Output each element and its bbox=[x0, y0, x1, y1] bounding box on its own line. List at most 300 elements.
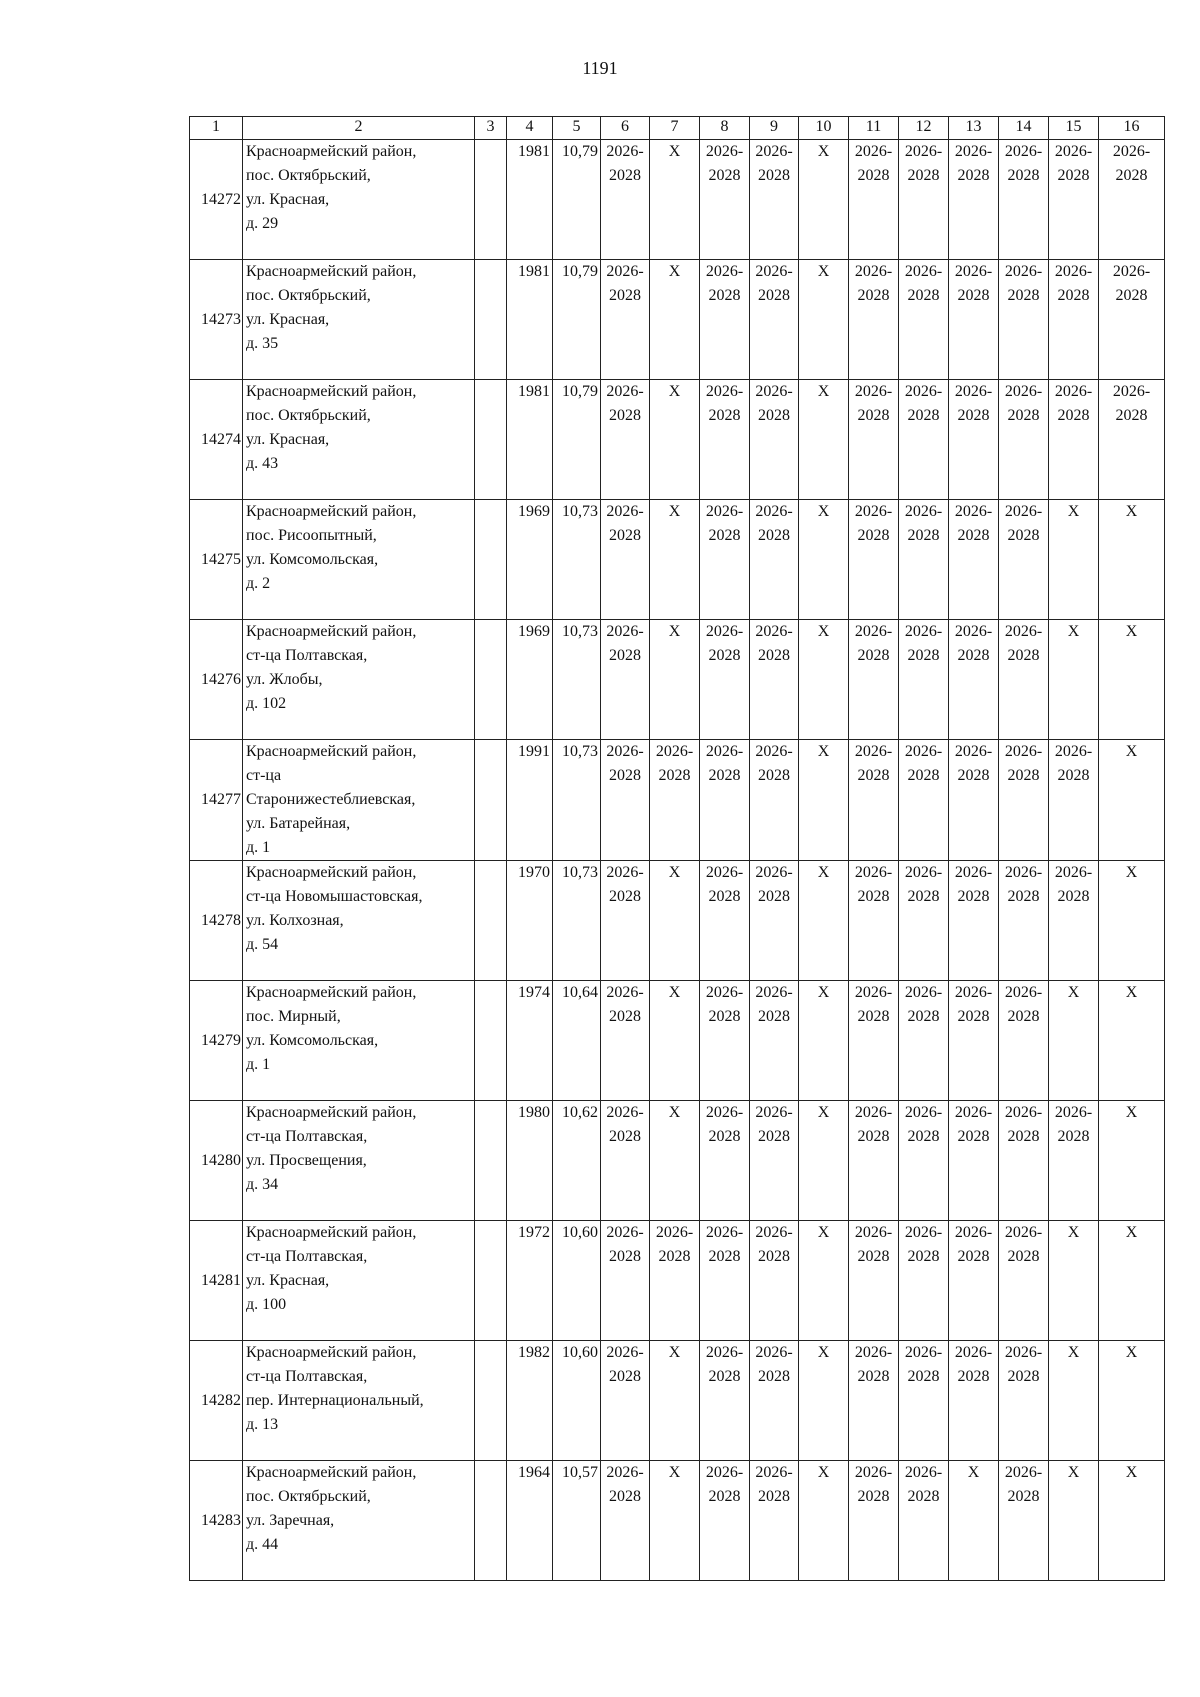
period-end: 2028 bbox=[1007, 167, 1040, 184]
row-number: 14273 bbox=[190, 260, 243, 380]
x-mark-cell: X bbox=[799, 981, 849, 1101]
period-start: 2026- bbox=[854, 383, 893, 400]
period-cell bbox=[601, 500, 650, 620]
period-cell bbox=[849, 380, 899, 500]
period-end: 2028 bbox=[957, 1128, 990, 1145]
period-end: 2028 bbox=[708, 1008, 741, 1025]
period-start: 2026- bbox=[1054, 143, 1093, 160]
period-end: 2028 bbox=[857, 647, 890, 664]
period-start: 2026- bbox=[705, 743, 744, 760]
period-cell bbox=[899, 1461, 949, 1581]
period-end: 2028 bbox=[1057, 407, 1090, 424]
period-end: 2028 bbox=[857, 1008, 890, 1025]
col3-cell bbox=[475, 380, 507, 500]
x-mark-cell: X bbox=[1099, 1101, 1165, 1221]
period-cell bbox=[700, 740, 750, 861]
period-cell bbox=[700, 140, 750, 260]
period-end: 2028 bbox=[907, 767, 940, 784]
period-start: 2026- bbox=[705, 623, 744, 640]
period-start: 2026- bbox=[755, 743, 793, 760]
address-cell bbox=[243, 1221, 475, 1341]
period-cell bbox=[999, 861, 1049, 981]
period-start: 2026- bbox=[904, 1464, 943, 1481]
x-mark-cell: X bbox=[650, 140, 700, 260]
x-mark-cell: X bbox=[650, 1341, 700, 1461]
table-row bbox=[190, 1461, 1165, 1581]
period-cell bbox=[849, 1221, 899, 1341]
period-end: 2028 bbox=[708, 527, 741, 544]
address-line: Красноармейский район, bbox=[246, 1224, 417, 1241]
table-row bbox=[190, 861, 1165, 981]
period-cell bbox=[899, 140, 949, 260]
period-end: 2028 bbox=[857, 767, 890, 784]
period-start: 2026- bbox=[854, 263, 893, 280]
value-cell: 10,79 bbox=[553, 140, 601, 260]
period-cell bbox=[849, 1461, 899, 1581]
year-cell: 1970 bbox=[507, 861, 553, 981]
period-end: 2028 bbox=[957, 407, 990, 424]
table-row bbox=[190, 260, 1165, 380]
period-end: 2028 bbox=[1007, 1128, 1040, 1145]
period-end: 2028 bbox=[758, 527, 790, 544]
period-cell bbox=[899, 981, 949, 1101]
period-end: 2028 bbox=[857, 527, 890, 544]
x-mark-cell: X bbox=[799, 500, 849, 620]
period-end: 2028 bbox=[708, 167, 741, 184]
value-cell: 10,64 bbox=[553, 981, 601, 1101]
period-cell bbox=[750, 620, 799, 740]
period-cell bbox=[899, 1101, 949, 1221]
col3-cell bbox=[475, 740, 507, 861]
period-start: 2026- bbox=[1054, 864, 1093, 881]
period-end: 2028 bbox=[1007, 647, 1040, 664]
table-row bbox=[190, 620, 1165, 740]
period-start: 2026- bbox=[755, 143, 793, 160]
period-end: 2028 bbox=[1057, 767, 1090, 784]
col3-cell bbox=[475, 981, 507, 1101]
period-start: 2026- bbox=[606, 383, 644, 400]
period-cell bbox=[700, 981, 750, 1101]
value-cell: 10,62 bbox=[553, 1101, 601, 1221]
period-end: 2028 bbox=[907, 888, 940, 905]
row-number: 14281 bbox=[190, 1221, 243, 1341]
address-cell bbox=[243, 620, 475, 740]
year-cell: 1982 bbox=[507, 1341, 553, 1461]
period-cell bbox=[899, 740, 949, 861]
period-start: 2026- bbox=[1004, 383, 1043, 400]
period-cell bbox=[999, 981, 1049, 1101]
period-cell bbox=[1099, 260, 1165, 380]
x-mark-cell: X bbox=[1099, 1221, 1165, 1341]
x-mark-cell: X bbox=[799, 140, 849, 260]
column-header: 11 bbox=[849, 117, 899, 140]
col3-cell bbox=[475, 861, 507, 981]
address-line: д. 2 bbox=[246, 575, 271, 592]
period-start: 2026- bbox=[1004, 864, 1043, 881]
period-end: 2028 bbox=[907, 647, 940, 664]
column-header: 16 bbox=[1099, 117, 1165, 140]
column-header: 5 bbox=[553, 117, 601, 140]
x-mark-cell: X bbox=[1099, 1461, 1165, 1581]
period-cell bbox=[700, 1101, 750, 1221]
period-end: 2028 bbox=[609, 527, 641, 544]
period-cell bbox=[949, 380, 999, 500]
period-start: 2026- bbox=[854, 143, 893, 160]
x-mark-cell: X bbox=[1099, 981, 1165, 1101]
page-number: 1191 bbox=[582, 58, 618, 78]
period-end: 2028 bbox=[609, 888, 641, 905]
period-cell bbox=[750, 1341, 799, 1461]
address-line: ст-ца bbox=[246, 767, 282, 784]
period-end: 2028 bbox=[708, 1248, 741, 1265]
period-start: 2026- bbox=[705, 1344, 744, 1361]
period-end: 2028 bbox=[957, 888, 990, 905]
value-cell: 10,79 bbox=[553, 380, 601, 500]
period-end: 2028 bbox=[857, 1248, 890, 1265]
period-end: 2028 bbox=[609, 1248, 641, 1265]
address-cell bbox=[243, 380, 475, 500]
address-line: Красноармейский район, bbox=[246, 623, 417, 640]
address-line: ул. Батарейная, bbox=[246, 815, 351, 832]
period-cell bbox=[750, 1221, 799, 1341]
address-line: д. 43 bbox=[246, 455, 279, 472]
table-row bbox=[190, 1101, 1165, 1221]
period-start: 2026- bbox=[1054, 263, 1093, 280]
period-start: 2026- bbox=[854, 503, 893, 520]
period-start: 2026- bbox=[954, 1224, 993, 1241]
address-line: д. 13 bbox=[246, 1416, 279, 1433]
period-end: 2028 bbox=[1057, 888, 1090, 905]
period-start: 2026- bbox=[1004, 623, 1043, 640]
table-row bbox=[190, 1341, 1165, 1461]
period-cell bbox=[601, 380, 650, 500]
year-cell: 1981 bbox=[507, 260, 553, 380]
period-start: 2026- bbox=[954, 383, 993, 400]
value-cell: 10,73 bbox=[553, 740, 601, 861]
period-cell bbox=[949, 861, 999, 981]
column-header: 2 bbox=[243, 117, 475, 140]
address-line: Красноармейский район, bbox=[246, 1344, 417, 1361]
period-end: 2028 bbox=[1007, 407, 1040, 424]
table-row bbox=[190, 1221, 1165, 1341]
x-mark-cell: X bbox=[1099, 1341, 1165, 1461]
period-start: 2026- bbox=[705, 1224, 744, 1241]
period-cell bbox=[899, 380, 949, 500]
period-cell bbox=[949, 740, 999, 861]
period-start: 2026- bbox=[1112, 263, 1151, 280]
period-start: 2026- bbox=[705, 864, 744, 881]
period-cell bbox=[601, 140, 650, 260]
address-line: ул. Жлобы, bbox=[246, 671, 323, 688]
period-end: 2028 bbox=[758, 1488, 790, 1505]
table-row bbox=[190, 140, 1165, 260]
year-cell: 1964 bbox=[507, 1461, 553, 1581]
period-end: 2028 bbox=[708, 767, 741, 784]
value-cell: 10,73 bbox=[553, 620, 601, 740]
address-line: д. 44 bbox=[246, 1536, 279, 1553]
period-end: 2028 bbox=[758, 647, 790, 664]
period-cell bbox=[1099, 140, 1165, 260]
period-start: 2026- bbox=[954, 623, 993, 640]
col3-cell bbox=[475, 500, 507, 620]
period-cell bbox=[999, 1221, 1049, 1341]
address-line: д. 34 bbox=[246, 1176, 279, 1193]
period-cell bbox=[750, 981, 799, 1101]
period-start: 2026- bbox=[606, 143, 644, 160]
x-mark-cell: X bbox=[650, 500, 700, 620]
period-cell bbox=[849, 740, 899, 861]
period-start: 2026- bbox=[1004, 743, 1043, 760]
period-start: 2026- bbox=[1004, 503, 1043, 520]
period-end: 2028 bbox=[658, 1248, 691, 1265]
address-line: д. 102 bbox=[246, 695, 287, 712]
address-cell bbox=[243, 861, 475, 981]
x-mark-cell: X bbox=[799, 260, 849, 380]
address-line: ул. Красная, bbox=[246, 191, 330, 208]
period-end: 2028 bbox=[708, 888, 741, 905]
period-start: 2026- bbox=[705, 984, 744, 1001]
address-cell bbox=[243, 260, 475, 380]
period-start: 2026- bbox=[1004, 1344, 1043, 1361]
period-start: 2026- bbox=[954, 1344, 993, 1361]
address-line: ул. Просвещения, bbox=[246, 1152, 367, 1169]
col3-cell bbox=[475, 260, 507, 380]
period-end: 2028 bbox=[758, 1128, 790, 1145]
row-number: 14276 bbox=[190, 620, 243, 740]
period-end: 2028 bbox=[1115, 287, 1148, 304]
period-start: 2026- bbox=[705, 263, 744, 280]
period-cell bbox=[601, 1221, 650, 1341]
address-line: ст-ца Полтавская, bbox=[246, 1128, 368, 1145]
period-cell bbox=[1049, 260, 1099, 380]
period-cell bbox=[949, 1101, 999, 1221]
period-end: 2028 bbox=[857, 1368, 890, 1385]
period-start: 2026- bbox=[755, 383, 793, 400]
x-mark-cell: X bbox=[799, 861, 849, 981]
period-end: 2028 bbox=[1007, 527, 1040, 544]
header-row bbox=[190, 117, 1165, 140]
x-mark-cell: X bbox=[1049, 500, 1099, 620]
period-start: 2026- bbox=[854, 1104, 893, 1121]
row-number: 14278 bbox=[190, 861, 243, 981]
period-end: 2028 bbox=[609, 647, 641, 664]
period-cell bbox=[999, 1101, 1049, 1221]
period-end: 2028 bbox=[907, 1128, 940, 1145]
x-mark-cell: X bbox=[799, 620, 849, 740]
period-start: 2026- bbox=[1004, 263, 1043, 280]
period-cell bbox=[1049, 380, 1099, 500]
col3-cell bbox=[475, 1101, 507, 1221]
column-header: 15 bbox=[1049, 117, 1099, 140]
address-line: ст-ца Полтавская, bbox=[246, 1248, 368, 1265]
year-cell: 1969 bbox=[507, 620, 553, 740]
x-mark-cell: X bbox=[949, 1461, 999, 1581]
value-cell: 10,73 bbox=[553, 861, 601, 981]
period-cell bbox=[750, 380, 799, 500]
period-start: 2026- bbox=[1054, 383, 1093, 400]
period-start: 2026- bbox=[1004, 143, 1043, 160]
period-end: 2028 bbox=[758, 1368, 790, 1385]
period-cell bbox=[700, 1461, 750, 1581]
period-start: 2026- bbox=[606, 623, 644, 640]
address-line: Старонижестеблиевская, bbox=[246, 791, 416, 808]
period-start: 2026- bbox=[705, 383, 744, 400]
period-start: 2026- bbox=[954, 984, 993, 1001]
period-cell bbox=[601, 260, 650, 380]
period-end: 2028 bbox=[1115, 167, 1148, 184]
address-line: ст-ца Полтавская, bbox=[246, 1368, 368, 1385]
x-mark-cell: X bbox=[650, 620, 700, 740]
address-cell bbox=[243, 740, 475, 861]
address-line: пос. Мирный, bbox=[246, 1008, 341, 1025]
period-start: 2026- bbox=[655, 743, 694, 760]
period-end: 2028 bbox=[609, 167, 641, 184]
period-cell bbox=[949, 620, 999, 740]
period-end: 2028 bbox=[708, 407, 741, 424]
period-start: 2026- bbox=[755, 623, 793, 640]
period-end: 2028 bbox=[758, 167, 790, 184]
period-end: 2028 bbox=[907, 167, 940, 184]
period-cell bbox=[1049, 740, 1099, 861]
x-mark-cell: X bbox=[1049, 620, 1099, 740]
x-mark-cell: X bbox=[1099, 861, 1165, 981]
row-number: 14272 bbox=[190, 140, 243, 260]
period-start: 2026- bbox=[755, 1224, 793, 1241]
period-start: 2026- bbox=[655, 1224, 694, 1241]
column-header: 8 bbox=[700, 117, 750, 140]
address-cell bbox=[243, 500, 475, 620]
period-cell bbox=[700, 620, 750, 740]
period-end: 2028 bbox=[957, 287, 990, 304]
period-start: 2026- bbox=[904, 1344, 943, 1361]
column-header: 12 bbox=[899, 117, 949, 140]
period-start: 2026- bbox=[1112, 143, 1151, 160]
period-start: 2026- bbox=[904, 984, 943, 1001]
x-mark-cell: X bbox=[650, 861, 700, 981]
period-start: 2026- bbox=[854, 984, 893, 1001]
address-line: Красноармейский район, bbox=[246, 984, 417, 1001]
row-number: 14277 bbox=[190, 740, 243, 861]
period-cell bbox=[949, 260, 999, 380]
period-cell bbox=[700, 260, 750, 380]
period-cell bbox=[999, 620, 1049, 740]
period-start: 2026- bbox=[904, 383, 943, 400]
column-header: 4 bbox=[507, 117, 553, 140]
year-cell: 1972 bbox=[507, 1221, 553, 1341]
x-mark-cell: X bbox=[1049, 981, 1099, 1101]
address-cell bbox=[243, 981, 475, 1101]
period-end: 2028 bbox=[758, 1008, 790, 1025]
period-end: 2028 bbox=[708, 1128, 741, 1145]
period-end: 2028 bbox=[907, 1488, 940, 1505]
x-mark-cell: X bbox=[799, 1461, 849, 1581]
year-cell: 1981 bbox=[507, 380, 553, 500]
period-cell bbox=[999, 380, 1049, 500]
x-mark-cell: X bbox=[650, 981, 700, 1101]
period-end: 2028 bbox=[1007, 1008, 1040, 1025]
x-mark-cell: X bbox=[799, 1341, 849, 1461]
period-cell bbox=[601, 1341, 650, 1461]
row-number: 14275 bbox=[190, 500, 243, 620]
period-start: 2026- bbox=[904, 1104, 943, 1121]
period-start: 2026- bbox=[755, 864, 793, 881]
address-line: Красноармейский район, bbox=[246, 143, 417, 160]
period-end: 2028 bbox=[609, 287, 641, 304]
period-cell bbox=[849, 1101, 899, 1221]
period-cell bbox=[750, 140, 799, 260]
period-cell bbox=[999, 140, 1049, 260]
period-cell bbox=[700, 1221, 750, 1341]
address-line: д. 1 bbox=[246, 1056, 271, 1073]
period-start: 2026- bbox=[606, 1464, 644, 1481]
address-line: ул. Красная, bbox=[246, 431, 330, 448]
period-start: 2026- bbox=[1004, 1104, 1043, 1121]
period-start: 2026- bbox=[606, 1224, 644, 1241]
period-cell bbox=[999, 260, 1049, 380]
period-start: 2026- bbox=[755, 1104, 793, 1121]
address-line: Красноармейский район, bbox=[246, 383, 417, 400]
period-end: 2028 bbox=[957, 647, 990, 664]
address-line: д. 1 bbox=[246, 839, 271, 856]
period-cell bbox=[750, 861, 799, 981]
period-cell bbox=[999, 1341, 1049, 1461]
period-start: 2026- bbox=[705, 1104, 744, 1121]
period-cell bbox=[601, 1461, 650, 1581]
period-start: 2026- bbox=[1054, 1104, 1093, 1121]
table-row bbox=[190, 981, 1165, 1101]
period-end: 2028 bbox=[957, 767, 990, 784]
column-header: 14 bbox=[999, 117, 1049, 140]
x-mark-cell: X bbox=[1049, 1461, 1099, 1581]
year-cell: 1969 bbox=[507, 500, 553, 620]
address-line: пос. Октябрьский, bbox=[246, 1488, 371, 1505]
period-start: 2026- bbox=[606, 743, 644, 760]
period-start: 2026- bbox=[755, 503, 793, 520]
period-start: 2026- bbox=[954, 1104, 993, 1121]
period-cell bbox=[849, 1341, 899, 1461]
period-cell bbox=[949, 1341, 999, 1461]
period-start: 2026- bbox=[705, 1464, 744, 1481]
period-end: 2028 bbox=[708, 1488, 741, 1505]
period-end: 2028 bbox=[1007, 1368, 1040, 1385]
value-cell: 10,60 bbox=[553, 1221, 601, 1341]
period-end: 2028 bbox=[857, 167, 890, 184]
period-end: 2028 bbox=[1007, 888, 1040, 905]
period-start: 2026- bbox=[904, 1224, 943, 1241]
period-cell bbox=[1049, 1101, 1099, 1221]
period-cell bbox=[1049, 861, 1099, 981]
address-line: Красноармейский район, bbox=[246, 864, 417, 881]
period-end: 2028 bbox=[609, 1368, 641, 1385]
value-cell: 10,73 bbox=[553, 500, 601, 620]
address-line: ул. Колхозная, bbox=[246, 912, 344, 929]
address-line: пос. Октябрьский, bbox=[246, 287, 371, 304]
period-end: 2028 bbox=[907, 527, 940, 544]
period-cell bbox=[650, 1221, 700, 1341]
x-mark-cell: X bbox=[1049, 1221, 1099, 1341]
period-start: 2026- bbox=[904, 623, 943, 640]
period-start: 2026- bbox=[1004, 1224, 1043, 1241]
period-cell bbox=[700, 861, 750, 981]
period-start: 2026- bbox=[1004, 984, 1043, 1001]
period-end: 2028 bbox=[658, 767, 691, 784]
year-cell: 1980 bbox=[507, 1101, 553, 1221]
period-end: 2028 bbox=[1057, 287, 1090, 304]
period-cell bbox=[750, 1101, 799, 1221]
period-cell bbox=[700, 1341, 750, 1461]
period-end: 2028 bbox=[857, 407, 890, 424]
period-end: 2028 bbox=[758, 1248, 790, 1265]
